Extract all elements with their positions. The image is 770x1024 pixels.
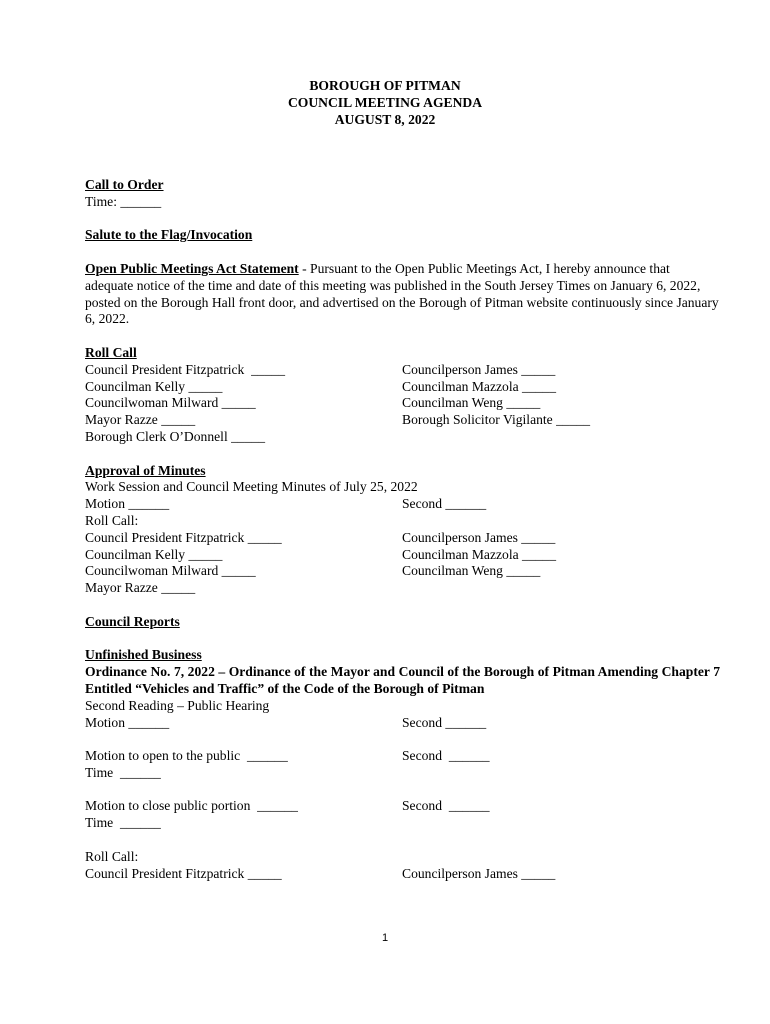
ordinance-motion-row [85,715,720,732]
agenda-body [85,177,720,882]
call-to-order-heading: Call to Order [85,177,164,192]
roll-call-left: Council President Fitzpatrick _____ [85,361,286,377]
minutes-roll-label: Roll Call: [85,512,139,528]
salute-heading: Salute to the Flag/Invocation [85,227,253,243]
header-title: COUNCIL MEETING AGENDA [287,95,483,110]
opma-heading: Open Public Meetings Act Statement [85,260,299,276]
ordinance-roll-row [85,866,720,883]
minutes-roll-left: Council President Fitzpatrick _____ [85,529,282,545]
roll-call-left: Councilman Kelly _____ [85,378,223,394]
minutes-roll-left: Councilman Kelly _____ [85,546,223,562]
ordinance-second: Second ______ [402,714,487,730]
opma-text: - Pursuant to the Open Public Meetings Act, I hereby announce that adequate notice of the time and date of this meeting was published in the South Jersey Times on January 6, 2022, posted on the Borough Hall front door, and advertised on the Borough of Pitman website continuously since January 6, 2022. [85,260,719,327]
minutes-roll-row [85,547,720,564]
minutes-roll-row [85,563,720,580]
roll-call-left: Borough Clerk O’Donnell _____ [85,428,266,444]
roll-call-row [85,362,720,379]
ordinance-motion: Motion ______ [85,714,170,730]
call-to-order-time: Time: ______ [85,193,162,209]
close-public-motion: Motion to close public portion ______ [85,798,298,814]
unfinished-business-heading: Unfinished Business [85,647,202,663]
ordinance-reading: Second Reading – Public Hearing [85,697,270,713]
minutes-second: Second ______ [402,496,487,512]
roll-call-row [85,379,720,396]
page-number: 1 [381,932,389,944]
minutes-roll-left: Mayor Razze _____ [85,580,196,596]
ordinance-roll-left: Council President Fitzpatrick _____ [85,865,282,881]
roll-call-row [85,412,720,429]
minutes-roll-right [402,580,720,597]
roll-call-left: Mayor Razze _____ [85,412,196,428]
open-public-second: Second ______ [402,748,490,764]
minutes-roll-row [85,580,720,597]
close-public-time: Time ______ [85,815,161,831]
opma-paragraph [85,261,720,328]
minutes-roll-right: Councilman Mazzola _____ [402,546,557,562]
header-date: AUGUST 8, 2022 [334,112,436,127]
open-public-time: Time ______ [85,764,161,780]
roll-call-row [85,395,720,412]
minutes-motion: Motion ______ [85,496,170,512]
minutes-description: Work Session and Council Meeting Minutes of July 25, 2022 [85,479,418,495]
minutes-roll-right: Councilperson James _____ [402,529,556,545]
council-reports-heading: Council Reports [85,613,180,629]
roll-call-left: Councilwoman Milward _____ [85,395,256,411]
header-borough: BOROUGH OF PITMAN [309,78,461,93]
roll-call-right: Borough Solicitor Vigilante _____ [402,412,591,428]
minutes-motion-row [85,496,720,513]
ordinance-roll-right: Councilperson James _____ [402,865,556,881]
roll-call-right [402,429,720,446]
minutes-roll-left: Councilwoman Milward _____ [85,563,256,579]
ordinance-title: Ordinance No. 7, 2022 – Ordinance of the Mayor and Council of the Borough of Pitman Amending Chapter 7 Entitled “Vehicles and Traffic” of the Code of the Borough of Pitman [85,664,720,696]
minutes-roll-right: Councilman Weng _____ [402,563,541,579]
minutes-roll-row [85,530,720,547]
ordinance-roll-label: Roll Call: [85,848,139,864]
roll-call-right: Councilperson James _____ [402,361,556,377]
close-public-second: Second ______ [402,798,490,814]
open-public-row [85,748,720,765]
minutes-heading: Approval of Minutes [85,462,206,478]
roll-call-right: Councilman Mazzola _____ [402,378,557,394]
agenda-header [0,77,770,128]
roll-call-right: Councilman Weng _____ [402,395,541,411]
open-public-motion: Motion to open to the public ______ [85,748,288,764]
roll-call-row [85,429,720,446]
close-public-row [85,798,720,815]
roll-call-heading: Roll Call [85,344,137,360]
